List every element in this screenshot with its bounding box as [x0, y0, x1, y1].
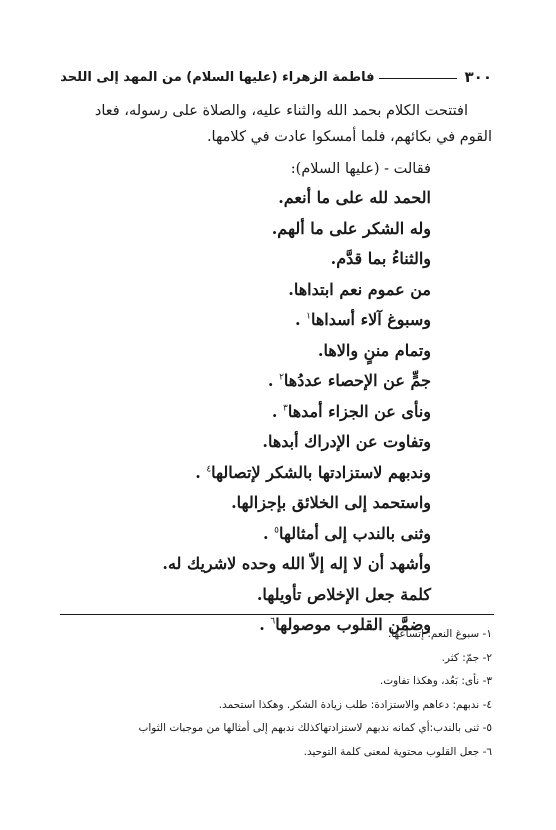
sermon-line-text: كلمة جعل الإخلاص تأويلها.: [256, 584, 431, 604]
sermon-line-text: ونأى عن الجزاء أمدها: [287, 401, 431, 421]
header-rule: [379, 78, 457, 79]
sermon-line: وثنى بالندب إلى أمثالها$^٥$ .: [262, 523, 431, 543]
footnote-marker: ٤: [206, 464, 212, 475]
footnote-marker: ٣: [282, 403, 288, 414]
footnote-marker: ٢: [279, 372, 284, 383]
footnote-rule: [60, 614, 494, 615]
footnote-marker: ٥: [274, 525, 279, 536]
sermon-line-text: من عموم نعم ابتداها.: [288, 279, 431, 299]
sermon-line-text: الحمد لله على ما أنعم.: [278, 188, 431, 207]
sermon-line: [51, 183, 431, 214]
book-title: فاطمة الزهراء (عليها السلام) من المهد إلى اللحد: [60, 69, 375, 85]
sermon-line: جمٍّ عن الإحصاء عددُها$^٢$ .: [267, 371, 431, 390]
footnote-item: ٦- جعل القلوب محتوية لمعنى كلمة التوحيد.: [303, 745, 492, 758]
sermon-line: وضمَّن القلوب موصولها$^٦$ .: [259, 615, 431, 634]
sermon-line: [51, 336, 431, 367]
footnote-marker: ١: [306, 311, 311, 322]
sermon-line-text: وله الشكر على ما ألهم.: [271, 218, 431, 238]
sermon-line: [51, 580, 431, 611]
footnote-item: ٥- ثنى بالندب:أي كمانه ندبهم لاستزادتهاكذلك ندبهم إلى أمثالها من موجبات الثواب: [138, 722, 492, 734]
footnote-item: ٢- جمّ: كثر.: [441, 651, 492, 664]
sermon-line: [51, 275, 431, 306]
sermon-line-text: والثناءُ بما قدَّم.: [330, 249, 431, 268]
sermon-line: [51, 488, 431, 519]
intro-line-2: القوم في بكائهم، فلما أمسكوا عادت في كلامها.: [206, 129, 492, 145]
sermon-line-text: وضمَّن القلوب موصولها: [275, 615, 431, 634]
footnote-item: ١- سبوغ النعم: إتساعها.: [387, 628, 492, 640]
sermon-text: [51, 156, 431, 641]
intro-line-1: افتتحت الكلام بحمد الله والثناء عليه، والصلاة على رسوله، فعاد: [94, 103, 468, 119]
footnotes: [58, 623, 492, 764]
footnote-item: ٣- نأى: بَعُد، وهكذا تفاوت.: [379, 675, 492, 687]
sermon-line-text: وأشهد أن لا إله إلاّ الله وحده لاشريك له.: [162, 554, 431, 573]
page-number: ٣٠٠: [464, 68, 492, 86]
sermon-line-text: وتفاوت عن الإدراك أبدها.: [262, 432, 431, 451]
footnote-marker: ٦: [270, 616, 276, 627]
sermon-line-text: وسبوغ آلاء أسداها: [310, 310, 431, 329]
running-header: [62, 64, 492, 90]
intro-paragraph: [62, 98, 492, 150]
sermon-line-text: واستحمد إلى الخلائق بإجزالها.: [231, 493, 431, 512]
sermon-opening: فقالت - (عليها السلام):: [290, 161, 431, 177]
sermon-line-text: وتمام مننٍ والاها.: [317, 340, 431, 360]
sermon-line: ونأى عن الجزاء أمدها$^٣$ .: [271, 401, 431, 421]
sermon-line-text: وندبهم لاستزادتها بالشكر لإتصالها: [211, 462, 431, 482]
footnote-item: ٤- ندبهم: دعاهم والاستزادة: طلب زيادة الشكر. وهكذا استحمد.: [218, 698, 492, 711]
sermon-line-text: جمٍّ عن الإحصاء عددُها: [283, 371, 431, 390]
sermon-line: [51, 244, 431, 275]
sermon-line: وندبهم لاستزادتها بالشكر لإتصالها$^٤$ .: [195, 462, 431, 482]
sermon-line: [51, 427, 431, 458]
sermon-line: وسبوغ آلاء أسداها$^١$ .: [295, 310, 431, 329]
sermon-line-text: وثنى بالندب إلى أمثالها: [278, 523, 431, 543]
sermon-line: [51, 549, 431, 580]
sermon-line: [51, 214, 431, 245]
